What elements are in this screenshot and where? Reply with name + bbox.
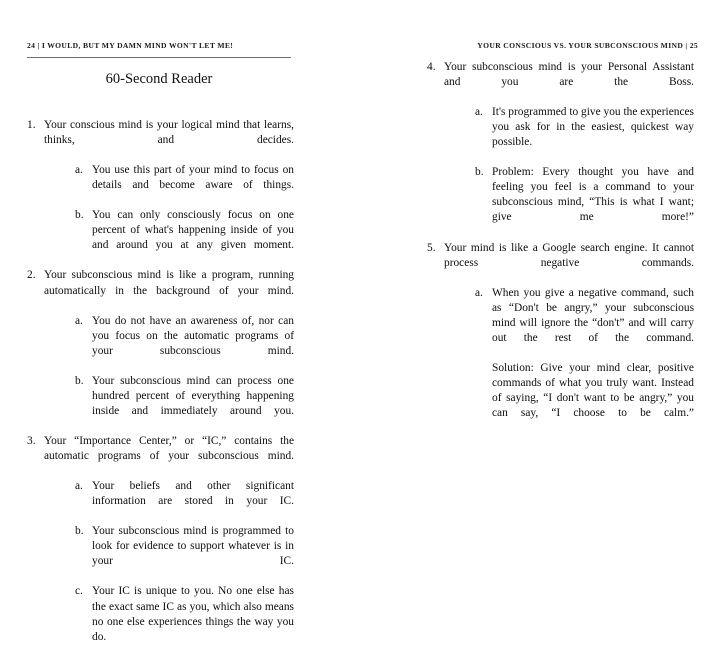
sub-list-item <box>27 374 294 434</box>
list-item-text: Your subconscious mind is like a program, running automatically in the background of your mind. <box>44 269 294 297</box>
sub-list-item <box>427 165 694 240</box>
list-marker: a. <box>475 106 483 119</box>
list-item-text: You use this part of your mind to focus on details and become aware of things. <box>92 164 294 192</box>
right-column-list <box>427 60 694 436</box>
running-head-left: 24 | I WOULD, BUT MY DAMN MIND WON'T LET ME! <box>27 41 234 50</box>
sub-list-item <box>27 524 294 584</box>
list-marker: a. <box>75 480 83 493</box>
sub-list-item <box>427 286 694 361</box>
list-item-text: When you give a negative command, such as “Don't be angry,” your subconscious mind will ignore the “don't” and will carry out the rest of the command. <box>492 286 694 344</box>
list-marker: b. <box>75 374 84 387</box>
list-marker: a. <box>475 286 483 299</box>
list-marker: b. <box>475 166 484 179</box>
list-marker: a. <box>75 164 83 177</box>
list-marker: a. <box>75 314 83 327</box>
list-marker: c. <box>75 585 83 598</box>
list-marker: 1. <box>27 119 36 131</box>
list-item <box>27 268 294 313</box>
sub-list-item <box>427 105 694 165</box>
sub-list-item <box>27 479 294 524</box>
page-title: 60-Second Reader <box>105 71 213 87</box>
list-marker: 2. <box>27 269 36 282</box>
list-item-text: Your mind is like a Google search engine. It cannot process negative commands. <box>444 241 694 269</box>
sub-list-item <box>27 314 294 374</box>
left-column-list <box>27 118 294 660</box>
list-item-text: Your beliefs and other significant information are stored in your IC. <box>92 480 294 508</box>
list-item-text: Your “Importance Center,” or “IC,” contains the automatic programs of your subconscious mind. <box>44 434 294 463</box>
running-head-right: YOUR CONSCIOUS VS. YOUR SUBCONSCIOUS MIND | 25 <box>477 41 698 50</box>
list-marker: 4. <box>427 61 436 73</box>
list-item <box>27 118 294 163</box>
list-item-text: Your subconscious mind can process one hundred percent of everything happening inside and immediately around you. <box>92 374 294 417</box>
list-item <box>427 60 694 105</box>
list-marker: b. <box>75 209 84 222</box>
list-item <box>27 434 294 479</box>
sub-list-item <box>427 361 694 436</box>
list-item-text: It's programmed to give you the experiences you ask for in the easiest, quickest way possible. <box>492 106 694 149</box>
sub-list-item <box>27 584 294 659</box>
list-item-text: Your subconscious mind is your Personal Assistant and you are the Boss. <box>444 61 694 89</box>
list-marker: 3. <box>27 434 36 447</box>
list-item-text: Your IC is unique to you. No one else has the exact same IC as you, which also means no one else experiences things the way you do. <box>92 585 294 643</box>
sub-list-item <box>27 208 294 268</box>
list-item-text: Problem: Every thought you have and feeling you feel is a command to your subconscious mind, “This is what I want; give me more!” <box>492 166 694 224</box>
list-item-text: You can only consciously focus on one percent of what's happening inside of you and around you at any given moment. <box>92 209 294 252</box>
list-item-text: Your conscious mind is your logical mind that learns, thinks, and decides. <box>44 119 294 147</box>
list-marker: 5. <box>427 241 436 254</box>
list-item-text: You do not have an awareness of, nor can you focus on the automatic programs of your subconscious mind. <box>92 314 294 357</box>
header-rule <box>27 57 291 58</box>
list-item <box>427 241 694 286</box>
list-item-text: Your subconscious mind is programmed to look for evidence to support whatever is in your IC. <box>92 525 294 568</box>
list-item-text: Solution: Give your mind clear, positive commands of what you truly want. Instead of saying, “I don't want to be angry,” you can say, “I choose to be calm.” <box>492 361 694 420</box>
sub-list-item <box>27 163 294 208</box>
list-marker: b. <box>75 525 84 538</box>
